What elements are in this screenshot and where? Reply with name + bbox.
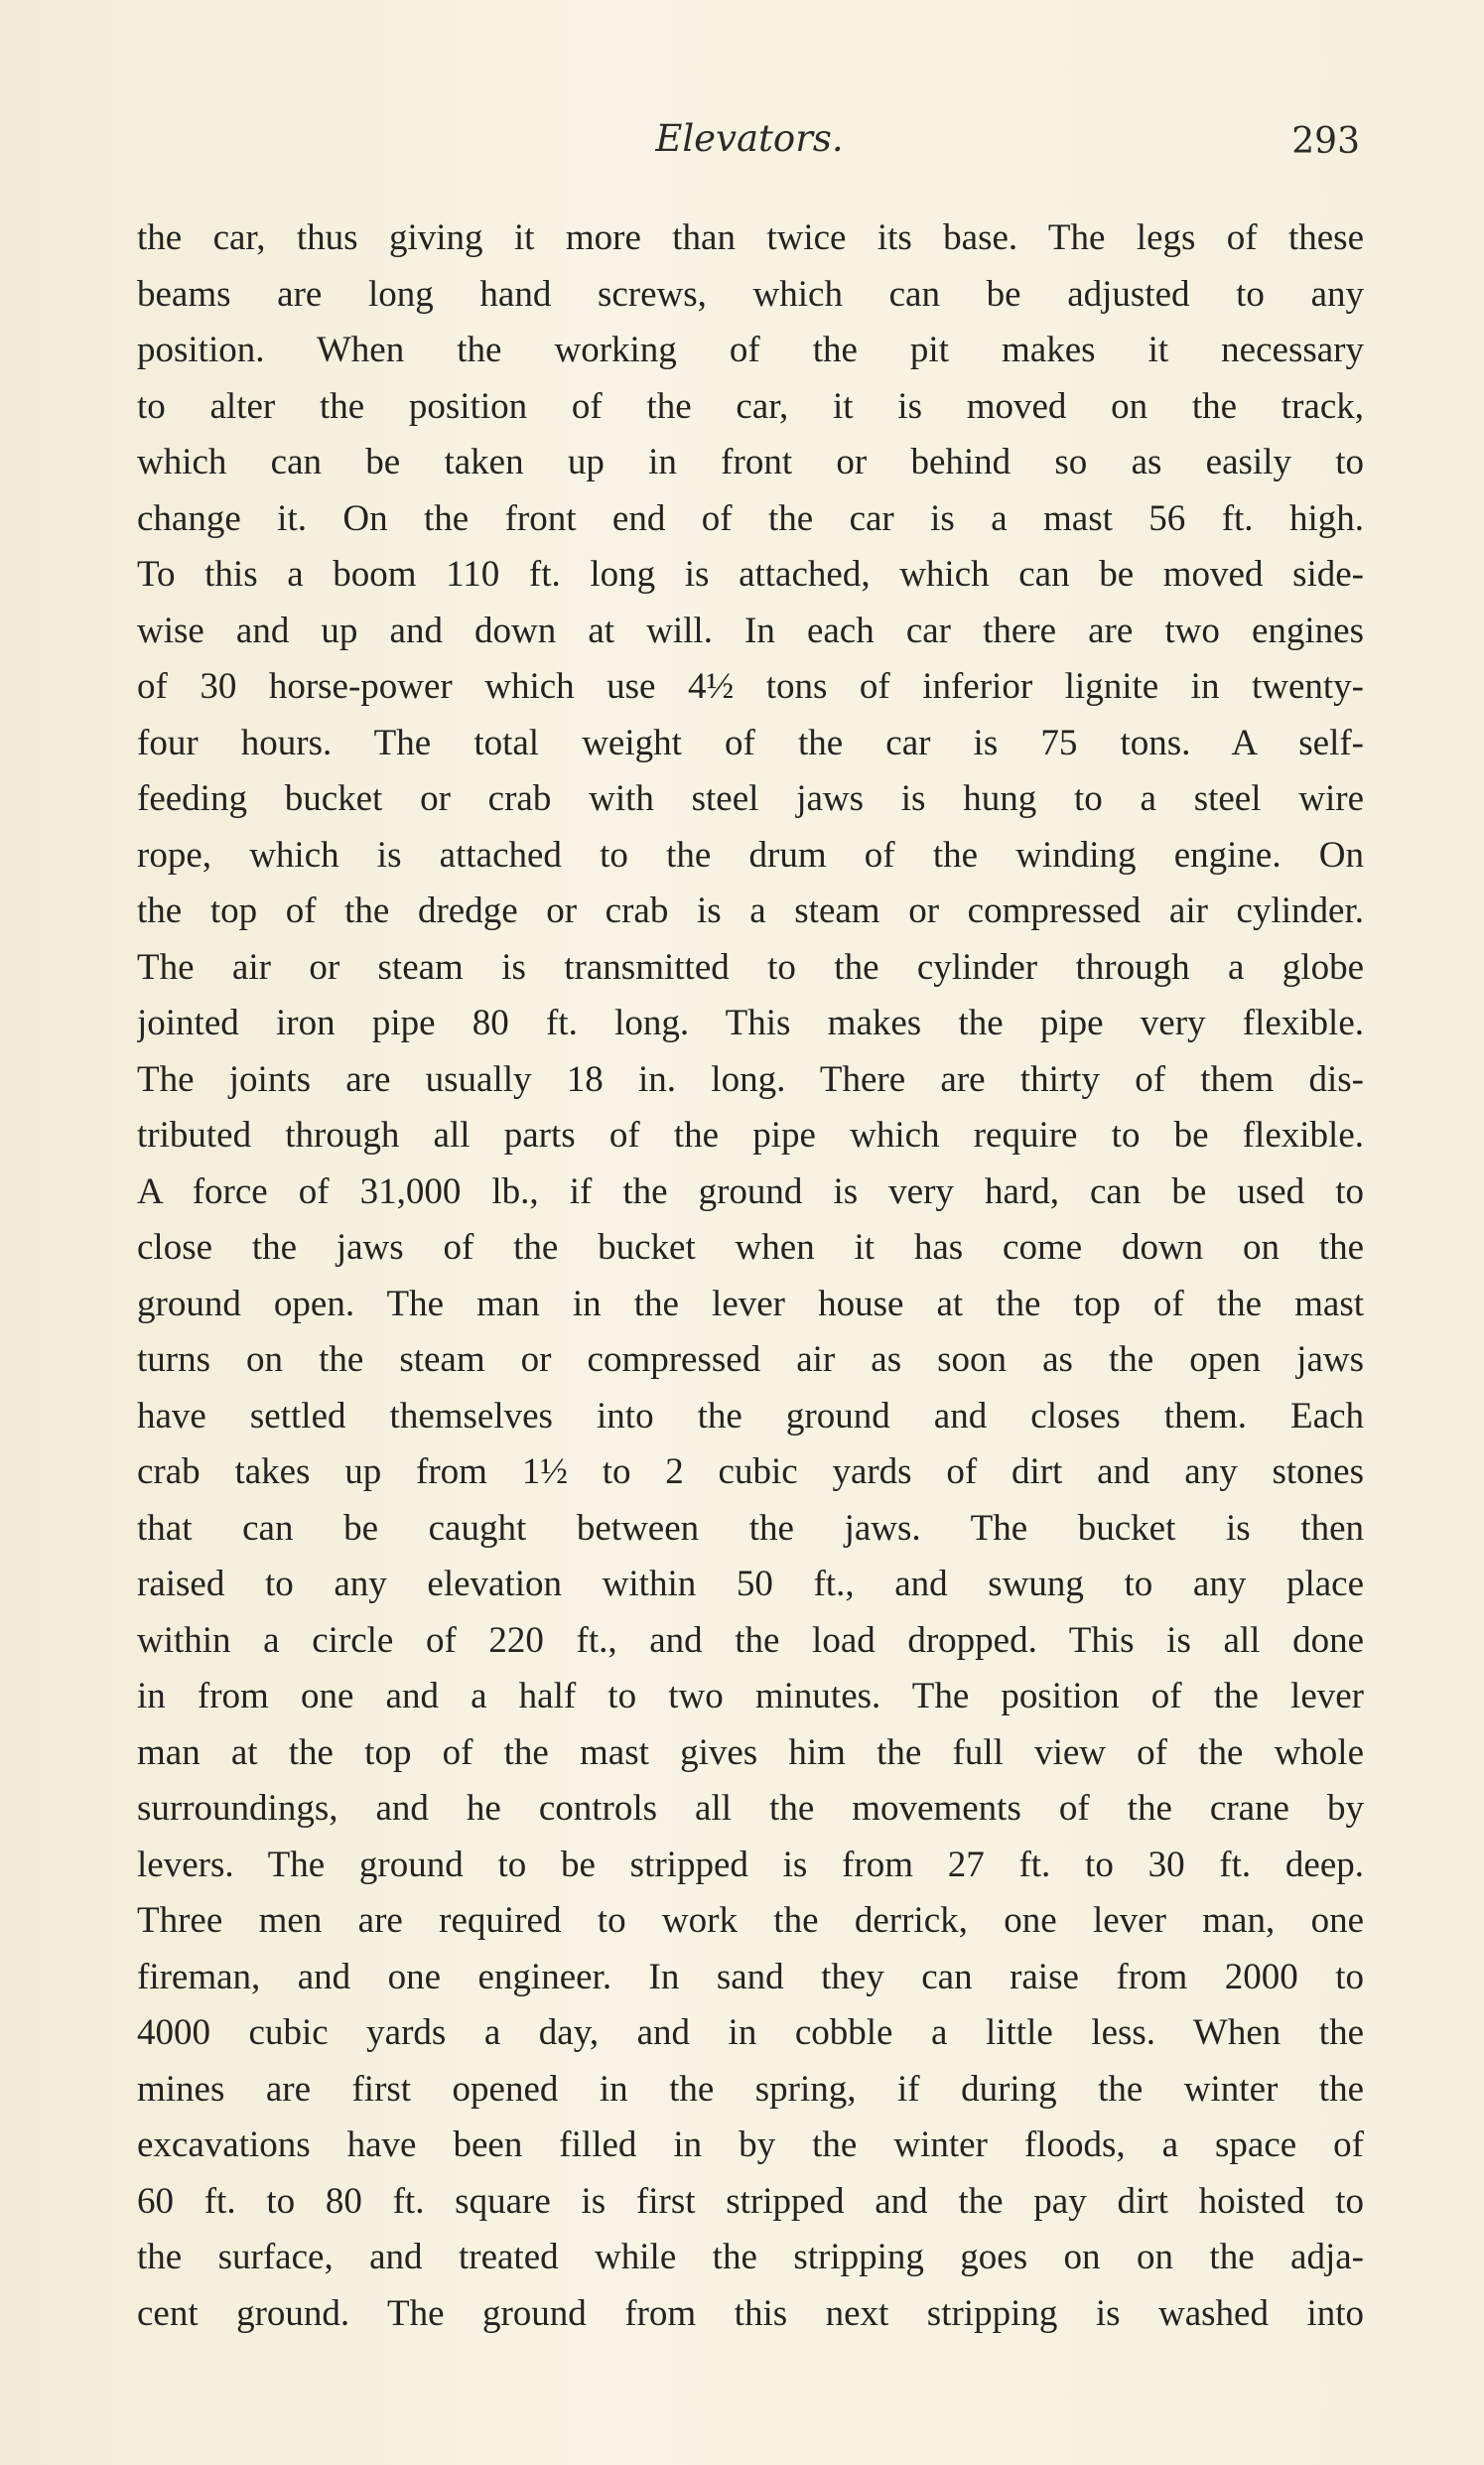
running-head <box>139 117 1360 177</box>
text-line: The air or steam is transmitted to the cylinder through a globe <box>137 946 1364 988</box>
text-line: in from one and a half to two minutes. The position of the lever <box>137 1676 1364 1716</box>
text-line: The joints are usually 18 in. long. There are thirty of them dis- <box>137 1058 1364 1100</box>
text-line: wise and up and down at will. In each car there are two engines <box>137 610 1364 651</box>
text-line: change it. On the front end of the car is a mast 56 ft. high. <box>137 497 1364 539</box>
text-line: crab takes up from 1½ to 2 cubic yards of dirt and any stones <box>137 1451 1364 1492</box>
text-line: the car, thus giving it more than twice its base. The legs of these <box>137 217 1364 258</box>
text-line: man at the top of the mast gives him the full view of the whole <box>137 1731 1364 1773</box>
text-line: that can be caught between the jaws. The bucket is then <box>137 1507 1364 1549</box>
text-line: the top of the dredge or crab is a steam or compressed air cylinder. <box>137 890 1364 931</box>
text-line: raised to any elevation within 50 ft., and swung to any place <box>137 1564 1364 1604</box>
text-line: cent ground. The ground from this next stripping is washed into <box>137 2292 1364 2334</box>
text-line: have settled themselves into the ground and closes them. Each <box>137 1395 1364 1437</box>
text-line: levers. The ground to be stripped is from 27 ft. to 30 ft. deep. <box>137 1844 1364 1885</box>
text-line: 60 ft. to 80 ft. square is first stripped and the pay dirt hoisted to <box>137 2180 1364 2222</box>
text-line: fireman, and one engineer. In sand they can raise from 2000 to <box>137 1956 1364 1997</box>
text-line: beams are long hand screws, which can be adjusted to any <box>137 273 1364 315</box>
text-line: surroundings, and he controls all the movements of the crane by <box>137 1788 1364 1829</box>
text-line: jointed iron pipe 80 ft. long. This makes the pipe very flexible. <box>137 1003 1364 1043</box>
text-line: To this a boom 110 ft. long is attached, which can be moved side- <box>137 554 1364 595</box>
text-line: mines are first opened in the spring, if during the winter the <box>137 2068 1364 2110</box>
text-line: 4000 cubic yards a day, and in cobble a little less. When the <box>137 2012 1364 2053</box>
text-line: excavations have been filled in by the winter floods, a space of <box>137 2124 1364 2165</box>
running-title: Elevators. <box>655 117 844 160</box>
text-line: the surface, and treated while the stripping goes on on the adja- <box>137 2237 1364 2277</box>
text-line: which can be taken up in front or behind so as easily to <box>137 442 1364 482</box>
text-line: A force of 31,000 lb., if the ground is very hard, can be used to <box>137 1170 1364 1212</box>
text-line: to alter the position of the car, it is moved on the track, <box>137 385 1364 427</box>
text-line: within a circle of 220 ft., and the load dropped. This is all done <box>137 1619 1364 1661</box>
page-number: 293 <box>1291 121 1360 162</box>
text-line: rope, which is attached to the drum of the winding engine. On <box>137 834 1364 876</box>
text-line: feeding bucket or crab with steel jaws is hung to a steel wire <box>137 778 1364 819</box>
text-line: close the jaws of the bucket when it has come down on the <box>137 1227 1364 1268</box>
text-line: turns on the steam or compressed air as soon as the open jaws <box>137 1339 1364 1380</box>
text-line: ground open. The man in the lever house at the top of the mast <box>137 1283 1364 1324</box>
text-line: position. When the working of the pit makes it necessary <box>137 330 1364 370</box>
body-text <box>137 210 1364 2345</box>
text-line: four hours. The total weight of the car is 75 tons. A self- <box>137 722 1364 763</box>
text-line: tributed through all parts of the pipe which require to be flexible. <box>137 1115 1364 1156</box>
text-line: of 30 horse-power which use 4½ tons of inferior lignite in twenty- <box>137 666 1364 707</box>
text-line: Three men are required to work the derrick, one lever man, one <box>137 1900 1364 1941</box>
